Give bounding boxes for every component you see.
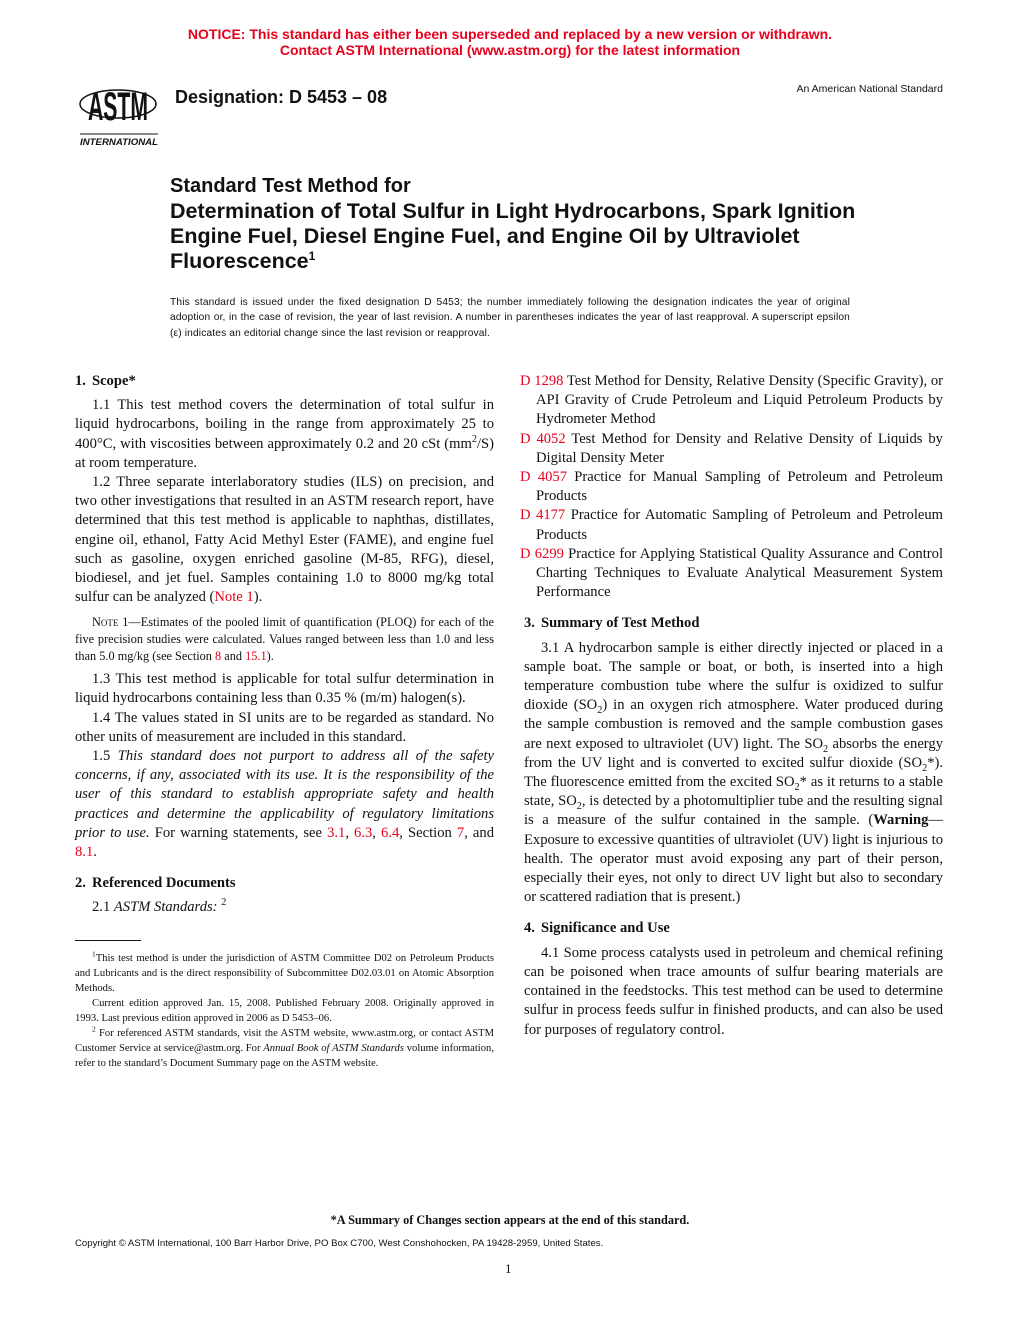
cross-reference-link[interactable]: D 4057	[520, 469, 568, 486]
title-main	[170, 199, 870, 274]
referenced-standard-item: D 4177 Practice for Automatic Sampling of Petroleum and Petroleum Products	[520, 507, 943, 543]
referenced-standard-item: D 1298 Test Method for Density, Relative Density (Specific Gravity), or API Gravity of Crude Petroleum and Liquid Petroleum Products by Hydrometer Method	[520, 373, 943, 428]
script-text: 2	[576, 801, 582, 813]
svg-text:ASTM: ASTM	[88, 85, 148, 129]
referenced-standards-list	[520, 372, 943, 602]
section-label: Summary of Test Method	[540, 615, 700, 632]
referenced-standard-item: D 6299 Practice for Applying Statistical Quality Assurance and Control Charting Techniques to Evaluate Analytical Measurement System Performance	[520, 545, 943, 601]
script-text: 2	[823, 743, 829, 755]
script-text: 2	[92, 1024, 96, 1034]
section-1-heading	[75, 372, 494, 391]
cross-reference-link[interactable]: Note 1	[214, 589, 254, 606]
section-2-heading	[75, 874, 494, 893]
paragraph-1-2: 1.2 Three separate interlaboratory studies (ILS) on precision, and two other investigations that resulted in an ASTM research report, have determined that this test method is applicable to naphthas, distillates, engine oil, ethanol, Fatty Acid Methyl Ester (FAME), and engine fuel such as gasoline, oxygen enriched gasoline (M-85, RFG), diesel, biodiesel, and jet fuel. Samples containing 1.0 to 8000 mg/kg total sulfur can be analyzed (Note 1).	[75, 474, 494, 606]
copyright: Copyright © ASTM International, 100 Barr Harbor Drive, PO Box C700, West Conshohocken, PA 19428-2959, United States.	[75, 1238, 604, 1249]
title-line-1: Standard Test Method for	[170, 175, 411, 197]
paragraph-3-1: 3.1 A hydrocarbon sample is either directly injected or placed in a sample boat. The sample or boat, or both, is inserted into a high temperature combustion tube where the sulfur is oxidized to sulfur dioxide $(SO_2)$ in an oxygen rich atmosphere. Water produced during the sample combustion is removed and the sample combustion gases are next exposed to ultraviolet (UV) light. The $SO_2$ absorbs the energy from the UV light and is converted to excited sulfur dioxide $(SO_2*)$. The fluorescence emitted from the excited $SO_2*$ as it returns to a stable state, $SO_2$, is detected by a photomultiplier tube and the resulting signal is a measure of the sulfur contained in the sample. (Warning—Exposure to excessive quantities of ultraviolet (UV) light is injurious to health. The operator must avoid exposing any part of their person, especially their eyes, not only to direct UV light but also to secondary or scattered radiation that is present.)	[524, 639, 943, 906]
section-3-heading	[524, 614, 943, 633]
notice-line-1: NOTICE: This standard has either been superseded and replaced by a new version or withdrawn.	[187, 26, 833, 42]
paragraph-2-1: 2.1 ASTM Standards: $^2$	[92, 897, 227, 916]
cross-reference-link[interactable]: 6.4	[381, 824, 400, 841]
paragraph-4-1: 4.1 Some process catalysts used in petroleum and chemical refining can be poisoned when trace amounts of sulfur bearing materials are contained in the feedstocks. This test method can be used to determine sulfur in process feeds sulfur in finished products, and can also be used for purposes of regulatory control.	[524, 944, 943, 1038]
note-label: Note	[92, 615, 119, 630]
paragraph-1-3: 1.3 This test method is applicable for total sulfur determination in liquid hydrocarbons containing less than 0.35 % (m/m) halogen(s).	[75, 671, 494, 707]
cross-reference-link[interactable]: D 4052	[520, 430, 566, 447]
right-column	[520, 372, 943, 1040]
cross-reference-link[interactable]: 8.1	[75, 844, 94, 861]
cross-reference-link[interactable]: D 6299	[520, 545, 564, 562]
cross-reference-link[interactable]: 15.1	[245, 648, 267, 663]
cross-reference-link[interactable]: 3.1	[327, 824, 346, 841]
designation: Designation: D 5453 – 08	[175, 87, 388, 107]
astm-logo	[78, 74, 160, 148]
paragraph-1-1: 1.1 This test method covers the determination of total sulfur in liquid hydrocarbons, boiling in the range from approximately 25 to 400°C, with viscosities between approximately 0.2 and 20 cSt $(mm^2/S)$ at room temperature.	[75, 397, 494, 471]
section-4-heading	[524, 919, 943, 938]
cross-reference-link[interactable]: 6.3	[354, 824, 373, 841]
section-number: 2.	[75, 875, 86, 892]
left-column	[75, 372, 494, 1071]
issue-statement: This standard is issued under the fixed designation D 5453; the number immediately following the designation indicates the year of original adoption or, in the case of revision, the year of last revision. A number in parentheses indicates the year of last reapproval. A superscript epsilon (ε) indicates an editorial change since the last revision or reapproval.	[170, 297, 850, 339]
script-text: 2	[471, 433, 477, 445]
summary-of-changes-note: *A Summary of Changes section appears at the end of this standard.	[330, 1213, 690, 1227]
script-text: 2	[597, 705, 603, 717]
svg-text:INTERNATIONAL: INTERNATIONAL	[80, 137, 158, 147]
paragraph-1-5: 1.5 This standard does not purport to address all of the safety concerns, if any, associated with its use. It is the responsibility of the user of this standard to establish appropriate safety and health practices and determine the applicability of regulatory limitations prior to use. For warning statements, see 3.1, 6.3, 6.4, Section 7, and 8.1.	[75, 748, 494, 861]
script-text: 1	[92, 949, 96, 959]
title-footnote-mark: 1	[308, 248, 316, 263]
script-text: 2	[922, 762, 928, 774]
emphasis-text: Annual Book of ASTM Standards	[263, 1042, 404, 1054]
withdrawn-notice	[0, 26, 1020, 58]
footnote-1: $^1$This test method is under the jurisdiction of ASTM Committee D02 on Petroleum Products and Lubricants and is the direct responsibility of Subcommittee D02.03.01 on Atomic Absorption Methods.	[75, 949, 494, 994]
title-line-2: Determination of Total Sulfur in Light Hydrocarbons, Spark Ignition Engine Fuel, Diesel Engine Fuel, and Engine Oil by Ultraviolet Fluorescence	[170, 199, 856, 273]
section-number: 3.	[524, 615, 535, 632]
page-number: 1	[505, 1261, 512, 1276]
document-title	[170, 174, 870, 274]
section-number: 4.	[524, 920, 535, 937]
note-1: Note 1—Estimates of the pooled limit of quantification (PLOQ) for each of the five precision studies were calculated. Values ranged between less than 1.0 and less than 5.0 mg/kg (see Section 8 and 15.1).	[75, 615, 494, 663]
script-text: 2	[794, 781, 800, 793]
american-national-standard-label: An American National Standard	[796, 83, 943, 95]
section-label: Scope*	[91, 373, 136, 389]
cross-reference-link[interactable]: D 1298	[520, 373, 564, 389]
emphasis-text: This standard does not purport to address all of the safety concerns, if any, associated with its use. It is the responsibility of the user of this standard to establish appropriate safety and health practices and determine the applicability of regulatory limitations prior to use.	[75, 748, 494, 841]
cross-reference-link[interactable]: 8	[215, 648, 222, 663]
referenced-standard-item: D 4057 Practice for Manual Sampling of Petroleum and Petroleum Products	[520, 469, 943, 505]
footnote-2: $^2$ For referenced ASTM standards, visit the ASTM website, www.astm.org, or contact ASTM Customer Service at service@astm.org. For Annual Book of ASTM Standards volume information, refer to the standard’s Document Summary page on the ASTM website.	[75, 1024, 494, 1069]
cross-reference-link[interactable]: 7	[456, 824, 465, 841]
cross-reference-link[interactable]: D 4177	[520, 507, 566, 524]
script-text: 2	[221, 897, 227, 909]
paragraph-1-4: 1.4 The values stated in SI units are to be regarded as standard. No other units of measurement are included in this standard.	[75, 709, 494, 745]
notice-line-2: Contact ASTM International (www.astm.org) for the latest information	[279, 42, 741, 58]
footnote-1-edition: Current edition approved Jan. 15, 2008. Published February 2008. Originally approved in 1993. Last previous edition approved in 2006 as D 5453–06.	[75, 997, 494, 1024]
section-label: Significance and Use	[540, 920, 670, 937]
referenced-standard-item: D 4052 Test Method for Density and Relative Density of Liquids by Digital Density Meter	[520, 430, 943, 466]
section-number: 1.	[75, 373, 86, 389]
emphasis-text: Warning	[873, 812, 929, 829]
emphasis-text: ASTM Standards:	[113, 899, 218, 916]
footnote-divider	[75, 940, 141, 941]
section-label: Referenced Documents	[91, 875, 236, 892]
